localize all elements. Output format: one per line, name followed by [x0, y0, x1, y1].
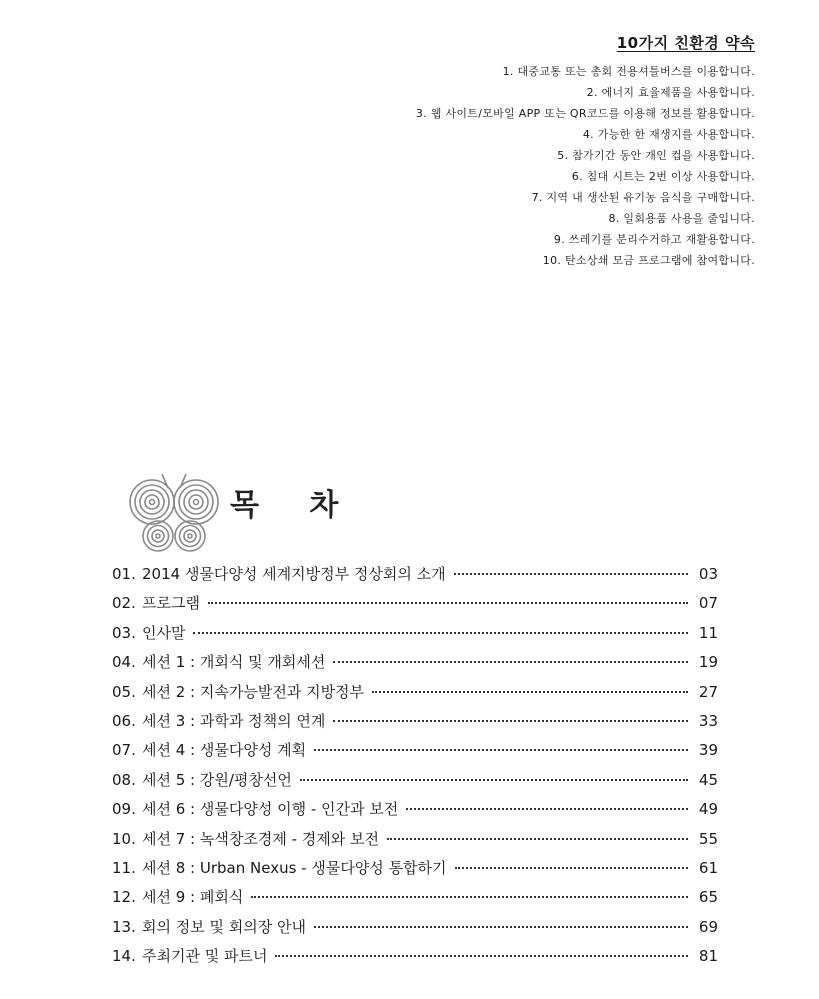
- toc-item-page: 07: [698, 594, 718, 613]
- toc-item-page: 39: [698, 741, 718, 760]
- toc-item-number: 14.: [112, 947, 136, 966]
- toc-item-page: 61: [698, 858, 718, 877]
- toc-dot-leader: [208, 602, 688, 604]
- toc-item-label: 세션 9 : 폐회식: [142, 888, 244, 907]
- toc-item-page: 65: [698, 888, 718, 907]
- toc-item-label: 회의 정보 및 회의장 안내: [142, 917, 306, 936]
- toc-item-number: 13.: [112, 917, 136, 936]
- toc-item-label: 세션 8 : Urban Nexus - 생물다양성 통합하기: [142, 858, 447, 877]
- toc-item-page: 19: [698, 653, 718, 672]
- toc-item-page: 49: [698, 800, 718, 819]
- toc-item-label: 2014 생물다양성 세계지방정부 정상회의 소개: [142, 565, 446, 583]
- toc-item[interactable]: [112, 651, 718, 680]
- eco-promise-item: 1. 대중교통 또는 총회 전용셔틀버스를 이용합니다.: [502, 65, 755, 78]
- toc-dot-leader: [251, 896, 688, 898]
- toc-item[interactable]: [112, 886, 718, 915]
- toc-dot-leader: [314, 926, 688, 928]
- toc-dot-leader: [300, 779, 688, 781]
- toc-item-number: 12.: [112, 888, 136, 907]
- toc-dot-leader: [387, 838, 688, 840]
- toc-dot-leader: [455, 867, 688, 869]
- eco-promises-title: 10가지 친환경 약속: [616, 34, 755, 52]
- eco-promises-section: [416, 32, 755, 271]
- toc-item-number: 02.: [112, 594, 136, 613]
- toc-item-label: 주최기관 및 파트너: [142, 947, 268, 966]
- toc-item-label: 세션 3 : 과학과 정책의 연계: [142, 711, 326, 730]
- toc-item[interactable]: [112, 739, 718, 768]
- toc-dot-leader: [333, 661, 688, 663]
- toc-item[interactable]: [112, 916, 718, 945]
- toc-item[interactable]: [112, 710, 718, 739]
- toc-dot-leader: [275, 955, 688, 957]
- eco-promise-item: 4. 가능한 한 재생지를 사용합니다.: [582, 128, 755, 141]
- toc-item[interactable]: [112, 563, 718, 592]
- toc-item-number: 11.: [112, 858, 136, 877]
- toc-item-number: 05.: [112, 682, 136, 701]
- toc-item-number: 09.: [112, 800, 136, 819]
- toc-item[interactable]: [112, 592, 718, 621]
- toc-item-label: 세션 5 : 강원/평창선언: [142, 770, 292, 789]
- toc-item[interactable]: [112, 798, 718, 827]
- eco-promise-item: 10. 탄소상쇄 모금 프로그램에 참여합니다.: [542, 254, 755, 267]
- eco-promise-item: 9. 쓰레기를 분리수거하고 재활용합니다.: [553, 233, 755, 246]
- toc-list: [112, 563, 718, 974]
- eco-promise-item: 3. 웹 사이트/모바일 APP 또는 QR코드를 이용해 정보를 활용합니다.: [415, 107, 755, 120]
- toc-item-number: 03.: [112, 623, 136, 642]
- toc-item-number: 08.: [112, 770, 136, 789]
- toc-item-label: 프로그램: [142, 594, 200, 613]
- toc-dot-leader: [193, 632, 688, 634]
- toc-title: 목 차: [230, 488, 359, 523]
- eco-promise-item: 5. 참가기간 동안 개인 컵을 사용합니다.: [557, 149, 755, 162]
- toc-item[interactable]: [112, 828, 718, 857]
- toc-item-page: 55: [698, 829, 718, 848]
- eco-promise-item: 8. 일회용품 사용을 줄입니다.: [608, 212, 755, 225]
- toc-item-number: 01.: [112, 565, 136, 583]
- toc-dot-leader: [333, 720, 688, 722]
- toc-item-page: 27: [698, 682, 718, 701]
- toc-item[interactable]: [112, 945, 718, 974]
- toc-item[interactable]: [112, 681, 718, 710]
- toc-item-page: 11: [698, 623, 718, 642]
- toc-item-page: 81: [698, 947, 718, 966]
- toc-dot-leader: [406, 808, 688, 810]
- toc-item-label: 인사말: [142, 623, 186, 642]
- toc-item-label: 세션 4 : 생물다양성 계획: [142, 741, 307, 760]
- toc-item[interactable]: [112, 622, 718, 651]
- toc-item-page: 45: [698, 770, 718, 789]
- toc-item-label: 세션 2 : 지속가능발전과 지방정부: [142, 682, 365, 701]
- toc-item[interactable]: [112, 769, 718, 798]
- toc-item-page: 69: [698, 917, 718, 936]
- eco-promises-list: [416, 61, 755, 271]
- toc-item-page: 03: [698, 565, 718, 583]
- toc-item-number: 07.: [112, 741, 136, 760]
- toc-dot-leader: [314, 749, 688, 751]
- toc-header: [124, 456, 424, 556]
- toc-item-number: 10.: [112, 829, 136, 848]
- toc-dot-leader: [372, 691, 688, 693]
- toc-item-label: 세션 7 : 녹색창조경제 - 경제와 보전: [142, 829, 379, 848]
- butterfly-circles-icon: [124, 456, 224, 556]
- toc-item[interactable]: [112, 857, 718, 886]
- toc-item-label: 세션 6 : 생물다양성 이행 - 인간과 보전: [142, 800, 399, 819]
- toc-item-page: 33: [698, 711, 718, 730]
- toc-item-number: 04.: [112, 653, 136, 672]
- toc-item-label: 세션 1 : 개회식 및 개회세션: [142, 653, 326, 672]
- eco-promise-item: 6. 침대 시트는 2번 이상 사용합니다.: [571, 170, 755, 183]
- toc-item-number: 06.: [112, 711, 136, 730]
- toc-dot-leader: [454, 573, 688, 575]
- eco-promise-item: 2. 에너지 효율제품을 사용합니다.: [586, 86, 755, 99]
- eco-promise-item: 7. 지역 내 생산된 유기농 음식을 구매합니다.: [531, 191, 755, 204]
